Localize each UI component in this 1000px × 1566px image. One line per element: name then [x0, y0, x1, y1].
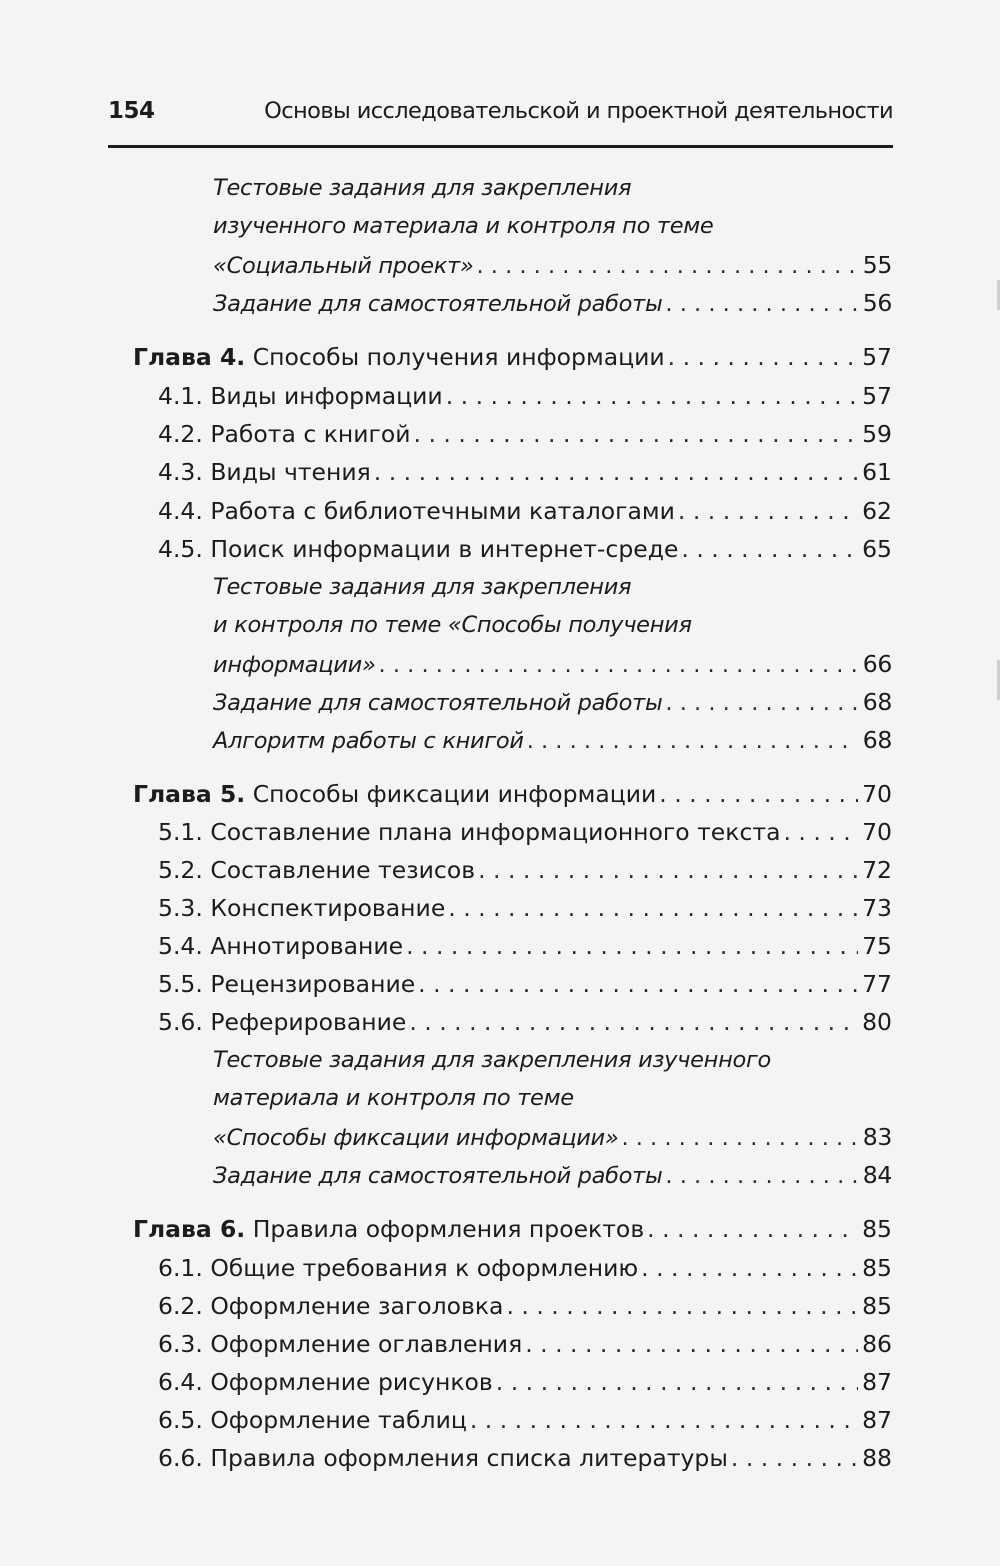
toc-section-4-2[interactable]: 4.2. Работа с книгой . . . 59 — [158, 419, 892, 449]
dot-leader — [476, 251, 858, 281]
dot-leader — [641, 1253, 858, 1283]
toc-section-4-4[interactable]: 4.4. Работа с библиотечными каталогами . . . 62 — [158, 496, 892, 526]
chapter-prefix: Глава 5. — [133, 780, 246, 808]
chapter-title: Правила оформления проектов — [252, 1215, 645, 1243]
page-ref: 68 — [862, 688, 892, 716]
page-ref: 80 — [862, 1008, 892, 1036]
dot-leader — [374, 457, 858, 487]
toc-entry-ch5-test-line2: материала и контроля по теме — [213, 1085, 574, 1111]
toc-entry-ch5-test[interactable]: «Способы фиксации информации» . . . 83 — [213, 1122, 892, 1152]
page-ref: 73 — [862, 894, 892, 922]
dot-leader — [659, 779, 858, 809]
toc-section-6-4[interactable]: 6.4. Оформление рисунков . . . 87 — [158, 1367, 892, 1397]
dot-leader — [665, 688, 858, 718]
dot-leader — [409, 1007, 858, 1037]
dot-leader — [665, 289, 858, 319]
toc-section-5-3[interactable]: 5.3. Конспектирование . . . 73 — [158, 893, 892, 923]
toc-section-4-5[interactable]: 4.5. Поиск информации в интернет-среде . . . 65 — [158, 534, 892, 564]
toc-section-6-2[interactable]: 6.2. Оформление заголовка . . . 85 — [158, 1291, 892, 1321]
toc-entry-ch4-algorithm[interactable]: Алгоритм работы с книгой . . . 68 — [213, 725, 892, 755]
toc-section-4-3[interactable]: 4.3. Виды чтения . . . 61 — [158, 457, 892, 487]
page-ref: 57 — [862, 382, 892, 410]
page-ref: 72 — [862, 856, 892, 884]
page-ref: 55 — [862, 251, 892, 279]
page-ref: 85 — [862, 1215, 892, 1243]
toc-entry-ch5-test-line1: Тестовые задания для закрепления изученного — [213, 1047, 771, 1073]
running-title: Основы исследовательской и проектной деятельности — [264, 98, 893, 124]
toc-entry-ch4-task[interactable]: Задание для самостоятельной работы . . . 68 — [213, 687, 892, 717]
toc-section-4-1[interactable]: 4.1. Виды информации . . . 57 — [158, 381, 892, 411]
page-ref: 87 — [862, 1368, 892, 1396]
toc-section-5-2[interactable]: 5.2. Составление тезисов . . . 72 — [158, 855, 892, 885]
running-header — [108, 98, 893, 142]
page-ref: 83 — [862, 1123, 892, 1151]
page-ref: 84 — [862, 1161, 892, 1189]
dot-leader — [668, 342, 858, 372]
page-ref: 59 — [862, 420, 892, 448]
page-ref: 65 — [862, 535, 892, 563]
dot-leader — [470, 1405, 858, 1435]
page-ref: 70 — [862, 780, 892, 808]
chapter-title: Способы получения информации — [252, 343, 665, 371]
toc-section-6-5[interactable]: 6.5. Оформление таблиц . . . 87 — [158, 1405, 892, 1435]
page-ref: 57 — [862, 343, 892, 371]
toc-section-5-6[interactable]: 5.6. Реферирование . . . 80 — [158, 1007, 892, 1037]
dot-leader — [525, 1329, 858, 1359]
toc-chapter-6[interactable] — [133, 1214, 892, 1244]
toc-entry-ch4-test[interactable]: информации» . . . 66 — [213, 649, 892, 679]
chapter-prefix: Глава 4. — [133, 343, 246, 371]
dot-leader — [478, 855, 858, 885]
page-ref: 85 — [862, 1254, 892, 1282]
page-ref: 68 — [862, 726, 892, 754]
dot-leader — [681, 534, 858, 564]
page-ref: 86 — [862, 1330, 892, 1358]
page-ref: 66 — [862, 650, 892, 678]
dot-leader — [379, 650, 858, 680]
dot-leader — [414, 419, 858, 449]
toc-entry-ch3-task[interactable]: Задание для самостоятельной работы . . . 56 — [213, 288, 892, 318]
toc-chapter-4[interactable] — [133, 342, 892, 372]
toc-entry-ch3-test-line1: Тестовые задания для закрепления — [213, 175, 632, 201]
page-ref: 56 — [862, 289, 892, 317]
toc-section-5-5[interactable]: 5.5. Рецензирование . . . 77 — [158, 969, 892, 999]
toc-section-6-1[interactable]: 6.1. Общие требования к оформлению . . . 85 — [158, 1253, 892, 1283]
dot-leader — [783, 817, 858, 847]
dot-leader — [731, 1443, 858, 1473]
toc-entry-ch3-test-line2: изученного материала и контроля по теме — [213, 213, 714, 239]
page-ref: 85 — [862, 1292, 892, 1320]
dot-leader — [496, 1367, 858, 1397]
chapter-prefix: Глава 6. — [133, 1215, 246, 1243]
dot-leader — [446, 381, 858, 411]
page-number: 154 — [108, 98, 155, 124]
dot-leader — [621, 1123, 858, 1153]
page-ref: 61 — [862, 458, 892, 486]
page-ref: 87 — [862, 1406, 892, 1434]
page-ref: 77 — [862, 970, 892, 998]
dot-leader — [448, 893, 858, 923]
dot-leader — [418, 969, 858, 999]
page-ref: 70 — [862, 818, 892, 846]
chapter-title: Способы фиксации информации — [252, 780, 657, 808]
dot-leader — [406, 931, 858, 961]
toc-entry-ch5-task[interactable]: Задание для самостоятельной работы . . . 84 — [213, 1160, 892, 1190]
toc-section-5-1[interactable]: 5.1. Составление плана информационного текста . . . 70 — [158, 817, 892, 847]
dot-leader — [678, 496, 858, 526]
page-ref: 75 — [862, 932, 892, 960]
dot-leader — [506, 1291, 858, 1321]
toc-entry-ch4-test-line2: и контроля по теме «Способы получения — [213, 612, 692, 638]
dot-leader — [665, 1161, 858, 1191]
header-divider — [108, 145, 893, 148]
toc-section-6-6[interactable]: 6.6. Правила оформления списка литературы . . . 88 — [158, 1443, 892, 1473]
page-ref: 88 — [862, 1444, 892, 1472]
page-ref: 62 — [862, 497, 892, 525]
toc-section-5-4[interactable]: 5.4. Аннотирование . . . 75 — [158, 931, 892, 961]
toc-chapter-5[interactable] — [133, 779, 892, 809]
toc-entry-ch4-test-line1: Тестовые задания для закрепления — [213, 574, 632, 600]
toc-entry-ch3-test[interactable]: «Социальный проект» . . . 55 — [213, 250, 892, 280]
toc-section-6-3[interactable]: 6.3. Оформление оглавления . . . 86 — [158, 1329, 892, 1359]
dot-leader — [527, 726, 858, 756]
dot-leader — [647, 1214, 858, 1244]
